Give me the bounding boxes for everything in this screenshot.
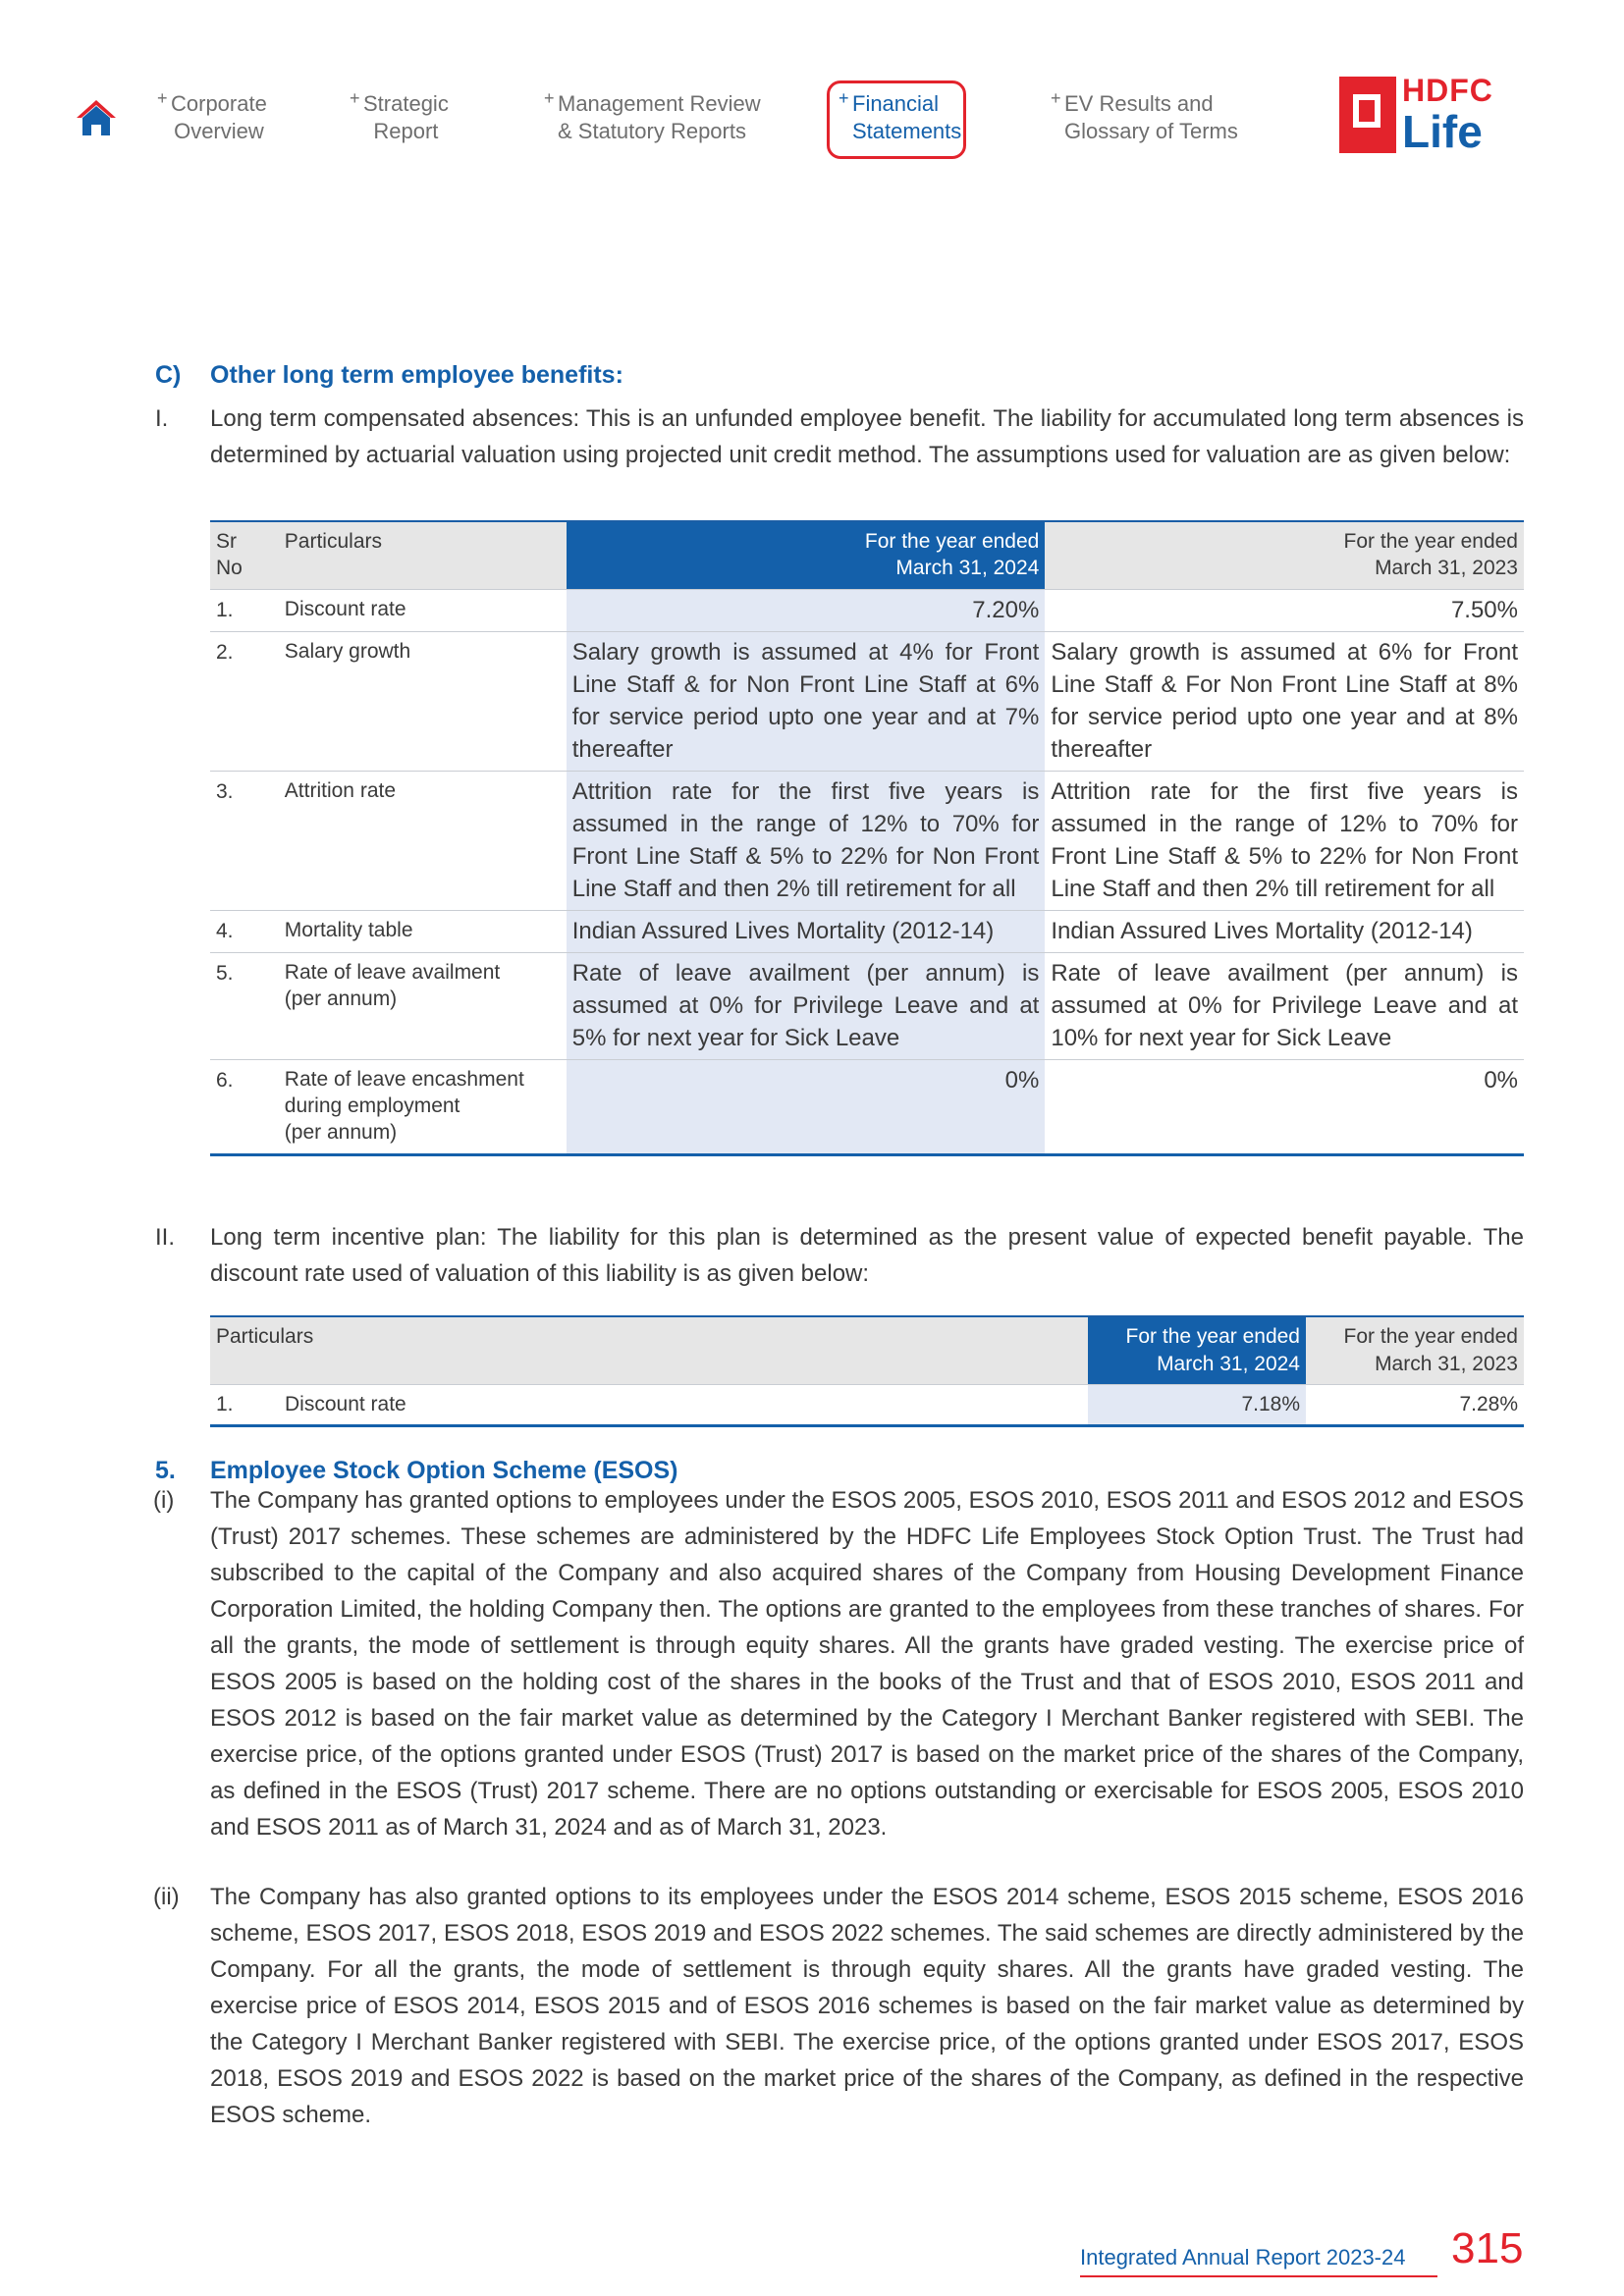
section-c-marker: C)	[155, 361, 182, 389]
row-particular: Salary growth	[279, 632, 567, 772]
nav-financial-statements[interactable]	[839, 88, 962, 145]
footer-report-title: Integrated Annual Report 2023-24	[1080, 2245, 1406, 2269]
row-fy2024: Salary growth is assumed at 4% for Front Line Staff & for Non Front Line Staff at 6% for service period upto one year and at 7% thereafter	[567, 632, 1046, 772]
plus-icon: +	[839, 88, 849, 108]
compensated-absences-table	[210, 520, 1524, 1156]
header-sr-no: Sr No	[210, 521, 279, 590]
row-particular: Mortality table	[279, 911, 567, 953]
row-sr: 1.	[210, 590, 279, 632]
section-5-title: Employee Stock Option Scheme (ESOS)	[210, 1457, 678, 1484]
row-fy2023: 7.50%	[1045, 590, 1524, 632]
nav-label: Statements	[852, 119, 962, 143]
row-particular: Discount rate	[279, 590, 567, 632]
nav-label: Management Review	[558, 91, 761, 116]
nav-label: Strategic	[363, 91, 449, 116]
nav-label: & Statutory Reports	[558, 119, 746, 143]
item-ii-marker: II.	[155, 1224, 176, 1251]
table-header-row	[210, 521, 1524, 590]
row-particular: Discount rate	[279, 1385, 1088, 1426]
nav-label: Glossary of Terms	[1064, 119, 1238, 143]
table-row	[210, 772, 1524, 911]
nav-label: Corporate	[171, 91, 267, 116]
home-icon[interactable]	[75, 96, 118, 139]
header-fy2024: For the year ended March 31, 2024	[567, 521, 1046, 590]
plus-icon: +	[350, 88, 360, 108]
logo-mark	[1339, 77, 1396, 153]
row-sr: 2.	[210, 632, 279, 772]
para-i-marker: (i)	[153, 1487, 175, 1514]
row-fy2024: Rate of leave availment (per annum) is assumed at 0% for Privilege Leave and at 5% for next year for Sick Leave	[567, 953, 1046, 1060]
row-fy2023: 0%	[1045, 1060, 1524, 1155]
nav-label: Report	[373, 119, 439, 143]
row-fy2023: Salary growth is assumed at 6% for Front Line Staff & For Non Front Line Staff at 8% for service period upto one year and at 8% thereafter	[1045, 632, 1524, 772]
plus-icon: +	[1051, 88, 1061, 108]
plus-icon: +	[544, 88, 555, 108]
item-ii-text: Long term incentive plan: The liability for this plan is determined as the present value of expected benefit payable. The discount rate used of valuation of this liability is as given below:	[210, 1224, 1524, 1287]
table-row	[210, 1060, 1524, 1155]
table-row	[210, 953, 1524, 1060]
header-fy2023: For the year ended March 31, 2023	[1045, 521, 1524, 590]
row-fy2023: 7.28%	[1306, 1385, 1524, 1426]
item-i-text: Long term compensated absences: This is an unfunded employee benefit. The liability for accumulated long term absences is determined by actuarial valuation using projected unit credit method. The assumptions used for valuation are as given below:	[210, 405, 1524, 468]
row-particular: Rate of leave availment (per annum)	[279, 953, 567, 1060]
row-fy2024: Indian Assured Lives Mortality (2012-14)	[567, 911, 1046, 953]
row-fy2024: Attrition rate for the first five years is assumed in the range of 12% to 70% for Front Line Staff & 5% to 22% for Non Front Line Staff and then 2% till retirement for all	[567, 772, 1046, 911]
page-number: 315	[1451, 2224, 1524, 2272]
nav-ev-results[interactable]	[1051, 88, 1238, 145]
nav-strategic-report[interactable]	[350, 88, 449, 145]
section-c-title: Other long term employee benefits:	[210, 361, 623, 389]
item-i-marker: I.	[155, 405, 169, 432]
nav-label: EV Results and	[1064, 91, 1214, 116]
row-sr: 3.	[210, 772, 279, 911]
row-sr: 5.	[210, 953, 279, 1060]
row-fy2024: 0%	[567, 1060, 1046, 1155]
para-ii-text: The Company has also granted options to its employees under the ESOS 2014 scheme, ESOS 2015 scheme, ESOS 2016 scheme, ESOS 2017, ESOS 2018, ESOS 2019 and ESOS 2022 schemes. The said schemes are directly administered by the Company. For all the grants, the mode of settlement is through equity shares. All the grants have graded vesting. The exercise price of ESOS 2014, ESOS 2015 and of ESOS 2016 schemes is based on the fair market value as determined by the Category I Merchant Banker registered with SEBI. The exercise price, of the options granted under ESOS 2017, ESOS 2018, ESOS 2019 and ESOS 2022 is based on the market price of the shares of the Company, as defined in the respective ESOS scheme.	[210, 1884, 1524, 2128]
row-fy2023: Indian Assured Lives Mortality (2012-14)	[1045, 911, 1524, 953]
table-header-row	[210, 1316, 1524, 1385]
table-row	[210, 911, 1524, 953]
section-5-marker: 5.	[155, 1457, 176, 1484]
row-sr: 1.	[210, 1385, 279, 1426]
table-row	[210, 1385, 1524, 1426]
header-fy2024: For the year ended March 31, 2024	[1088, 1316, 1306, 1385]
para-i-text: The Company has granted options to employees under the ESOS 2005, ESOS 2010, ESOS 2011 and ESOS 2012 and ESOS (Trust) 2017 schemes. These schemes are administered by the HDFC Life Employees Stock Option Trust. The Trust had subscribed to the capital of the Company and also acquired shares of the Company from Housing Development Finance Corporation Limited, the holding Company then. The options are granted to the employees from these tranches of shares. For all the grants, the mode of settlement is through equity shares. All the grants have graded vesting. The exercise price of ESOS 2005 is based on the holding cost of the shares in the books of the Trust and that of ESOS 2010, ESOS 2011 and ESOS 2012 is based on the fair market value as determined by the Category I Merchant Banker registered with SEBI. The exercise price, of the options granted under ESOS (Trust) 2017 is based on the market price of the shares of the Company, as defined in the ESOS (Trust) 2017 scheme. There are no options outstanding or exercisable for ESOS 2005, ESOS 2010 and ESOS 2011 as of March 31, 2024 and as of March 31, 2023.	[210, 1487, 1524, 1841]
table-row	[210, 632, 1524, 772]
header-particulars: Particulars	[210, 1316, 1088, 1385]
row-fy2023: Attrition rate for the first five years is assumed in the range of 12% to 70% for Front Line Staff & 5% to 22% for Non Front Line Staff and then 2% till retirement for all	[1045, 772, 1524, 911]
nav-corporate-overview[interactable]	[157, 88, 267, 145]
nav-management-review[interactable]	[544, 88, 761, 145]
plus-icon: +	[157, 88, 168, 108]
table-row	[210, 590, 1524, 632]
row-particular: Attrition rate	[279, 772, 567, 911]
row-fy2024: 7.20%	[567, 590, 1046, 632]
para-ii-marker: (ii)	[153, 1884, 180, 1910]
logo-text-top: HDFC	[1402, 73, 1493, 108]
row-sr: 4.	[210, 911, 279, 953]
row-fy2024: 7.18%	[1088, 1385, 1306, 1426]
row-sr: 6.	[210, 1060, 279, 1155]
row-fy2023: Rate of leave availment (per annum) is assumed at 0% for Privilege Leave and at 10% for next year for Sick Leave	[1045, 953, 1524, 1060]
row-particular: Rate of leave encashment during employment (per annum)	[279, 1060, 567, 1155]
nav-label: Financial	[852, 91, 940, 116]
nav-label: Overview	[174, 119, 264, 143]
footer-underline	[1080, 2275, 1437, 2277]
header-particulars: Particulars	[279, 521, 567, 590]
header-fy2023: For the year ended March 31, 2023	[1306, 1316, 1524, 1385]
incentive-plan-table	[210, 1315, 1524, 1427]
logo-text-bottom: Life	[1402, 106, 1483, 157]
